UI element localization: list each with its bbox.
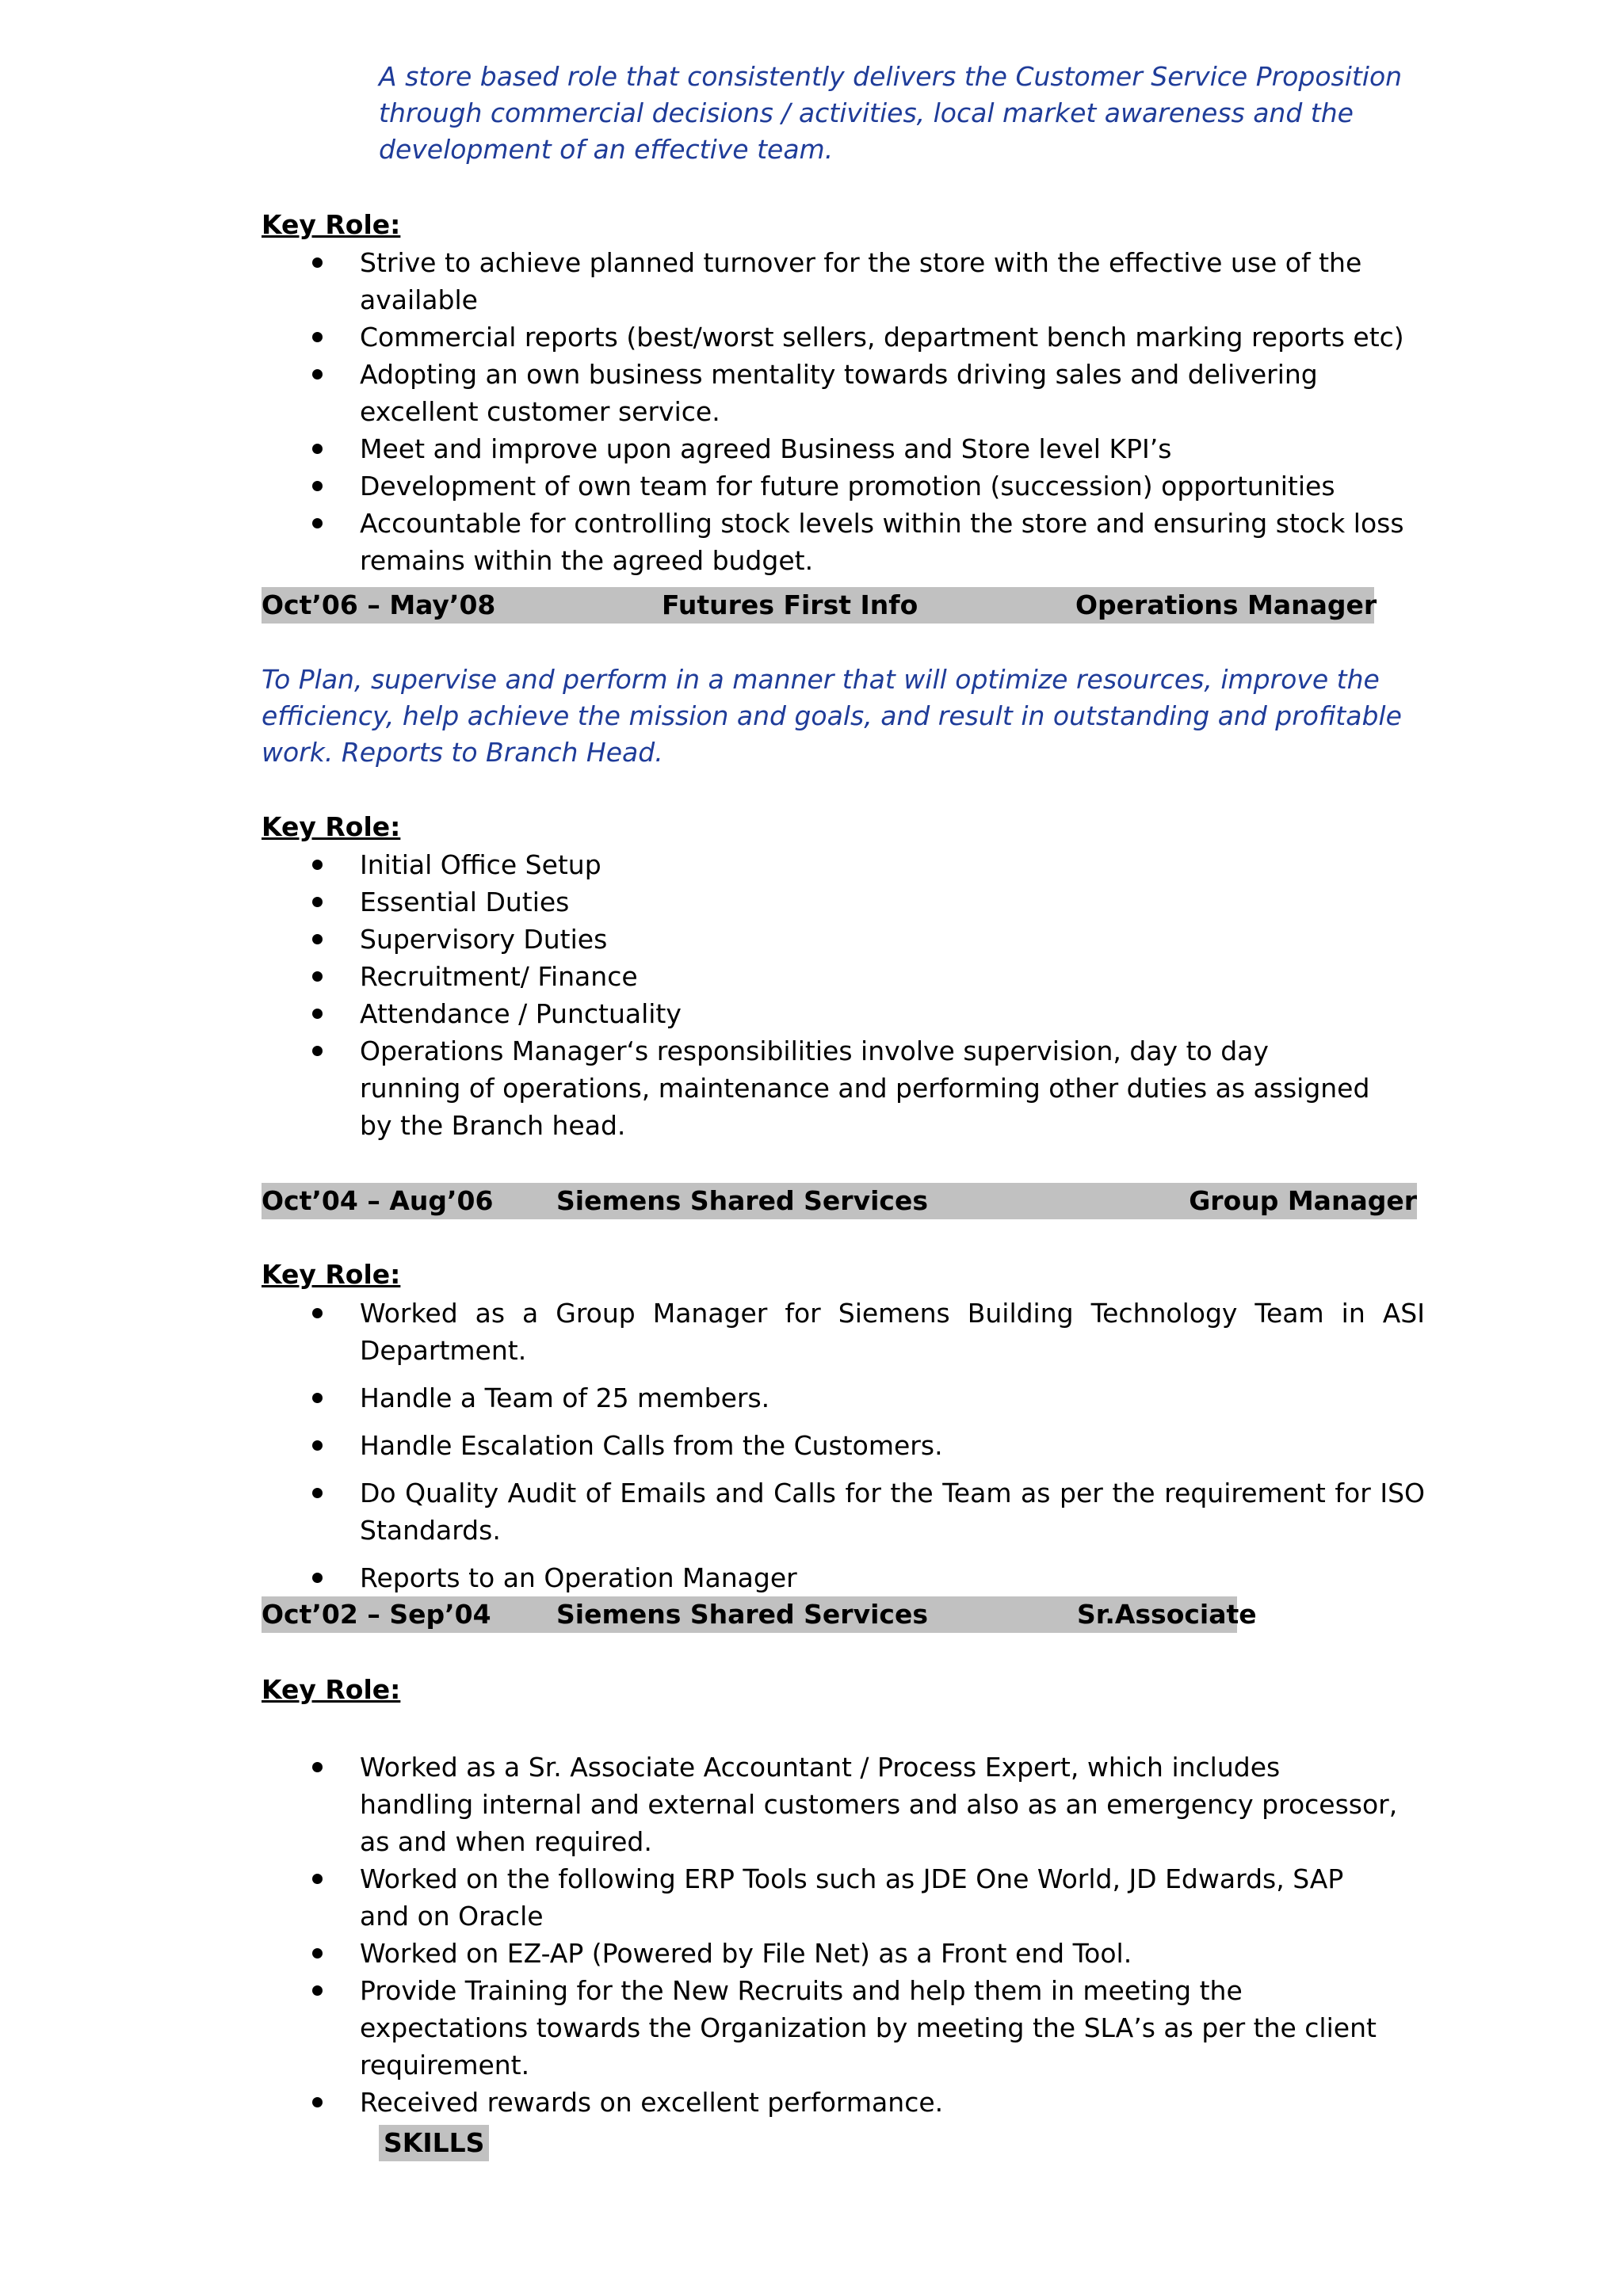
list-item: Worked as a Sr. Associate Accountant / Process Expert, which includes handling internal and external customers and also as an emergency processor, as and when required. (312, 1749, 1398, 1860)
futures-key-role-heading: Key Role: (262, 811, 401, 842)
retail-key-role-heading: Key Role: (262, 209, 401, 240)
siemens-sa-key-role-list (312, 1749, 1398, 2121)
list-item: Commercial reports (best/worst sellers, department bench marking reports etc) (312, 318, 1438, 356)
job-header-siemens-group-manager (262, 1183, 1417, 1219)
job-company: Siemens Shared Services (556, 1185, 928, 1216)
futures-key-role-list (312, 846, 1374, 1144)
list-item: Accountable for controlling stock levels within the store and ensuring stock loss remains within the agreed budget. (312, 505, 1438, 579)
list-item: Development of own team for future promotion (succession) opportunities (312, 467, 1438, 505)
job-title: Sr.Associate (1077, 1599, 1257, 1630)
list-item: Strive to achieve planned turnover for the store with the effective use of the available (312, 244, 1438, 318)
skills-heading: SKILLS (379, 2125, 489, 2161)
list-item: Initial Office Setup (312, 846, 1374, 883)
list-item: Worked on EZ-AP (Powered by File Net) as a Front end Tool. (312, 1935, 1398, 1972)
list-item: Received rewards on excellent performance. (312, 2084, 1398, 2121)
list-item: Worked on the following ERP Tools such as JDE One World, JD Edwards, SAP and on Oracle (312, 1860, 1398, 1935)
list-item: Worked as a Group Manager for Siemens Building Technology Team in ASI Department. (312, 1295, 1425, 1369)
job-dates: Oct’06 – May’08 (262, 589, 496, 620)
list-item: Supervisory Duties (312, 921, 1374, 958)
list-item: Adopting an own business mentality towards driving sales and delivering excellent customer service. (312, 356, 1438, 430)
list-item: Provide Training for the New Recruits and help them in meeting the expectations towards the Organization by meeting the SLA’s as per the client requirement. (312, 1972, 1398, 2084)
job-dates: Oct’04 – Aug’06 (262, 1185, 494, 1216)
job-title: Operations Manager (1075, 589, 1377, 620)
list-item: Reports to an Operation Manager (312, 1559, 1425, 1596)
list-item: Meet and improve upon agreed Business and Store level KPI’s (312, 430, 1438, 467)
siemens-sa-key-role-heading: Key Role: (262, 1674, 401, 1705)
list-item: Handle a Team of 25 members. (312, 1379, 1425, 1417)
job-company: Futures First Info (662, 589, 918, 620)
list-item: Do Quality Audit of Emails and Calls for the Team as per the requirement for ISO Standards. (312, 1474, 1425, 1549)
list-item: Recruitment/ Finance (312, 958, 1374, 995)
job-company: Siemens Shared Services (556, 1599, 928, 1630)
list-item: Attendance / Punctuality (312, 995, 1374, 1032)
retail-key-role-list (312, 244, 1438, 579)
list-item: Handle Escalation Calls from the Customers. (312, 1427, 1425, 1464)
job-title: Group Manager (1189, 1185, 1417, 1216)
futures-role-summary: To Plan, supervise and perform in a manner that will optimize resources, improve the efficiency, help achieve the mission and goals, and result in outstanding and profitable work. Reports to Branch Head. (262, 664, 1402, 768)
siemens-gm-key-role-heading: Key Role: (262, 1259, 401, 1290)
list-item: Essential Duties (312, 883, 1374, 921)
job-header-futures (262, 587, 1377, 624)
retail-role-summary: A store based role that consistently delivers the Customer Service Proposition through commercial decisions / activities, local market awareness and the development of an effective team. (379, 61, 1403, 165)
siemens-gm-key-role-list (312, 1295, 1425, 1607)
list-item: Operations Manager‘s responsibilities involve supervision, day to day running of operations, maintenance and performing other duties as assigned by the Branch head. (312, 1032, 1374, 1144)
job-header-siemens-sr-associate (262, 1596, 1257, 1633)
job-dates: Oct’02 – Sep’04 (262, 1599, 491, 1630)
